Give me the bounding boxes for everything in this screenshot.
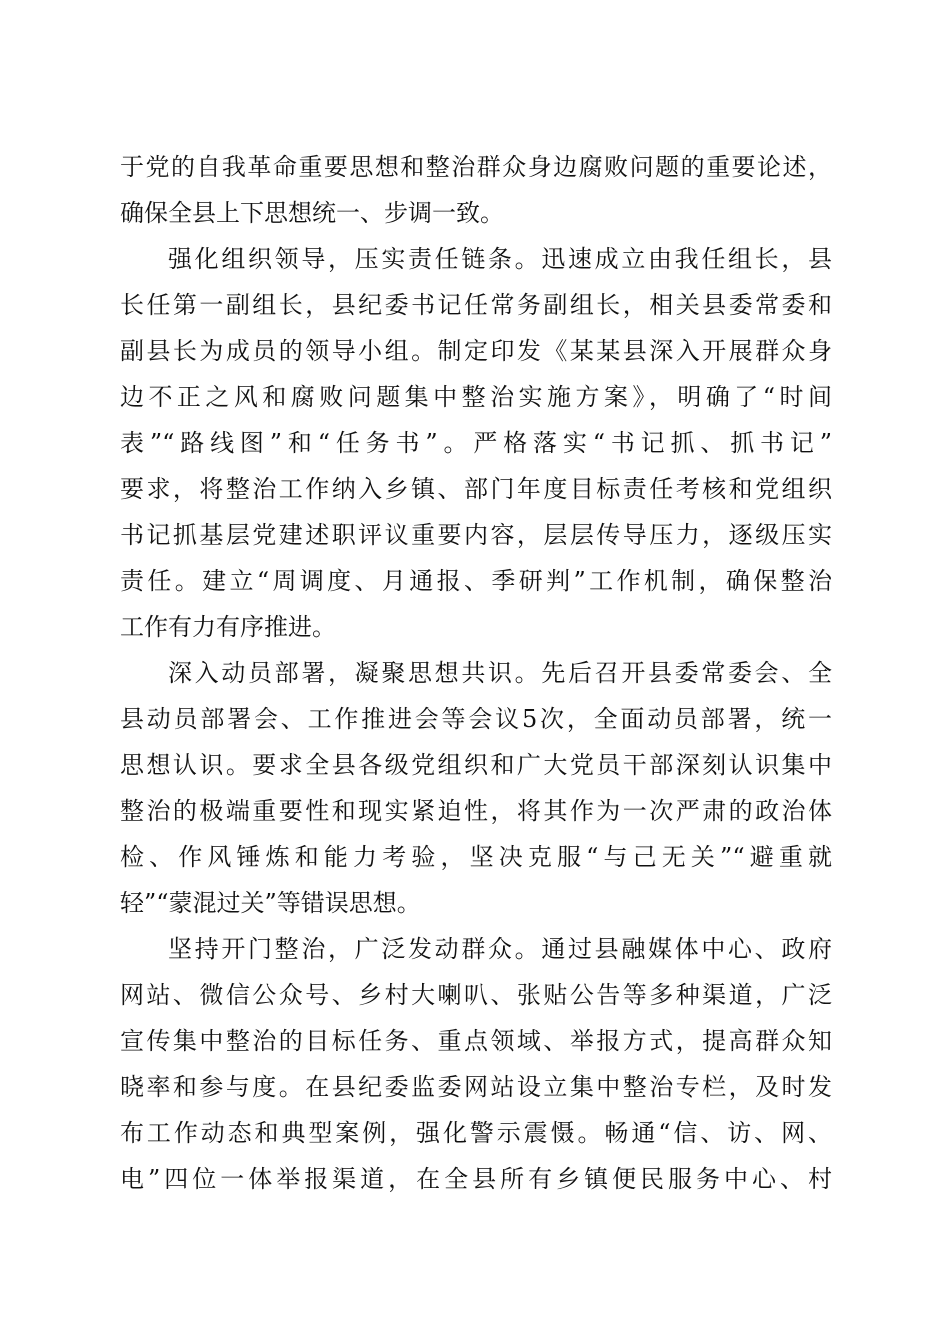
text-line: 要求，将整治工作纳入乡镇、部门年度目标责任考核和党组织 (120, 475, 832, 503)
text-line: 副县长为成员的领导小组。制定印发《某某县深入开展群众身 (120, 337, 832, 365)
text-line: 责任。建立“周调度、月通报、季研判”工作机制，确保整治 (120, 567, 832, 595)
text-line: 工作有力有序推进。 (120, 613, 336, 641)
text-line: 晓率和参与度。在县纪委监委网站设立集中整治专栏，及时发 (120, 1073, 832, 1101)
text-line: 电”四位一体举报渠道，在全县所有乡镇便民服务中心、村 (120, 1165, 832, 1193)
text-line: 确保全县上下思想统一、步调一致。 (120, 199, 504, 227)
paragraph-1 (120, 144, 832, 236)
paragraph-4 (120, 926, 832, 1202)
text-line: 边不正之风和腐败问题集中整治实施方案》，明确了“时间 (120, 383, 832, 411)
paragraph-3 (120, 650, 832, 926)
document-body (120, 144, 832, 1202)
text-line: 表”“路线图”和“任务书”。严格落实“书记抓、抓书记” (120, 429, 832, 457)
text-line: 长任第一副组长，县纪委书记任常务副组长，相关县委常委和 (120, 291, 832, 319)
text-line: 检、作风锤炼和能力考验，坚决克服“与己无关”“避重就 (120, 843, 832, 871)
text-line: 强化组织领导，压实责任链条。迅速成立由我任组长，县 (168, 245, 832, 273)
text-line: 书记抓基层党建述职评议重要内容，层层传导压力，逐级压实 (120, 521, 832, 549)
text-line: 网站、微信公众号、乡村大喇叭、张贴公告等多种渠道，广泛 (120, 981, 832, 1009)
paragraph-2 (120, 236, 832, 650)
text-line: 布工作动态和典型案例，强化警示震慑。畅通“信、访、网、 (120, 1119, 832, 1147)
text-line: 于党的自我革命重要思想和整治群众身边腐败问题的重要论述， (120, 153, 832, 181)
text-line: 县动员部署会、工作推进会等会议5次，全面动员部署，统一 (120, 705, 832, 733)
text-line: 坚持开门整治，广泛发动群众。通过县融媒体中心、政府 (168, 935, 832, 963)
text-line: 整治的极端重要性和现实紧迫性，将其作为一次严肃的政治体 (120, 797, 832, 825)
text-line: 深入动员部署，凝聚思想共识。先后召开县委常委会、全 (168, 659, 832, 687)
text-line: 宣传集中整治的目标任务、重点领域、举报方式，提高群众知 (120, 1027, 832, 1055)
text-line: 思想认识。要求全县各级党组织和广大党员干部深刻认识集中 (120, 751, 832, 779)
text-line: 轻”“蒙混过关”等错误思想。 (120, 889, 421, 917)
